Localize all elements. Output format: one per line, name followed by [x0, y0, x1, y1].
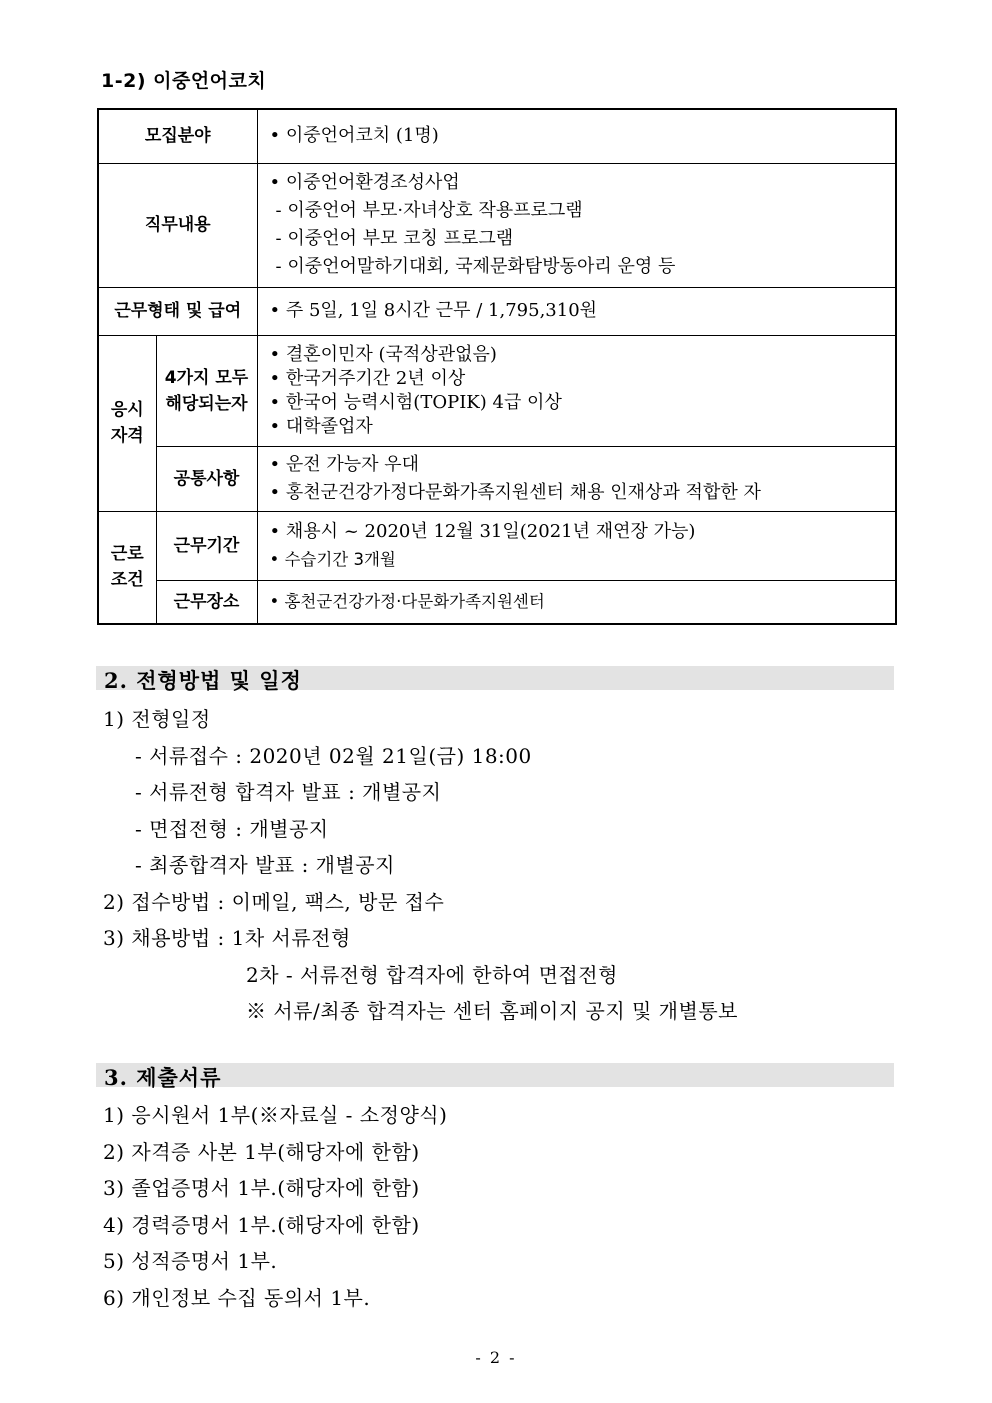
pay-value: • 주 5일, 1일 8시간 근무 / 1,795,310원 [257, 287, 896, 335]
duty-line: - 이중언어말하기대회, 국제문화탐방동아리 운영 등 [275, 256, 676, 277]
list-item: 2) 자격증 사본 1부(해당자에 한함) [103, 1139, 420, 1164]
table-row [98, 511, 896, 580]
duty-line: • 이중언어환경조성사업 [269, 172, 460, 193]
list-item: 3) 졸업증명서 1부.(해당자에 한함) [103, 1176, 420, 1200]
list-item: - 최종합격자 발표 : 개별공지 [135, 853, 395, 877]
duty-line: - 이중언어 부모·자녀상호 작용프로그램 [275, 200, 583, 221]
duty-label: 직무내용 [98, 163, 257, 287]
recruit-value: • 이중언어코치 (1명) [257, 109, 896, 163]
page-number: - 2 - [475, 1348, 517, 1367]
period-line: • 채용시 ~ 2020년 12월 31일(2021년 재연장 가능) [269, 520, 696, 542]
list-item: 6) 개인정보 수집 동의서 1부. [103, 1285, 371, 1310]
common-label: 공통사항 [156, 446, 257, 511]
section-3-title: 3. 제출서류 [104, 1065, 222, 1090]
table-row [98, 109, 896, 163]
all-four-value [257, 335, 896, 446]
common-line: • 운전 가능자 우대 [269, 453, 420, 475]
period-label: 근무기간 [156, 511, 257, 580]
list-item: 3) 채용방법 : 1차 서류전형 [103, 926, 351, 950]
list-item: 4) 경력증명서 1부.(해당자에 한함) [103, 1212, 420, 1237]
documents-list [103, 1097, 447, 1316]
qualification-line: • 결혼이민자 (국적상관없음) [269, 343, 497, 365]
schedule-list [103, 701, 738, 1030]
common-line: • 홍천군건강가정다문화가족지원센터 채용 인재상과 적합한 자 [269, 481, 761, 503]
list-item: 2) 접수방법 : 이메일, 팩스, 방문 접수 [103, 889, 445, 914]
list-item: 1) 응시원서 1부(※자료실 - 소정양식) [103, 1103, 448, 1127]
table-row [98, 580, 896, 624]
recruit-label: 모집분야 [98, 109, 257, 163]
section-2-header [96, 666, 894, 693]
pay-label: 근무형태 및 급여 [98, 287, 257, 335]
place-value: • 홍천군건강가정·다문화가족지원센터 [257, 580, 896, 624]
duty-line: - 이중언어 부모 코칭 프로그램 [275, 228, 514, 249]
list-item: 5) 성적증명서 1부. [103, 1249, 278, 1273]
section-2-title: 2. 전형방법 및 일정 [104, 668, 302, 693]
qualification-line: • 한국거주기간 2년 이상 [269, 367, 466, 389]
all-four-label: 4가지 모두 해당되는자 [156, 335, 257, 446]
qualification-label: 응시 자격 [98, 335, 156, 511]
list-item: - 면접전형 : 개별공지 [135, 816, 329, 841]
period-line: • 수습기간 3개월 [269, 549, 396, 569]
qualification-line: • 한국어 능력시험(TOPIK) 4급 이상 [269, 391, 562, 413]
table-row [98, 446, 896, 511]
recruitment-table [97, 108, 897, 625]
table-row [98, 287, 896, 335]
list-item: - 서류접수 : 2020년 02월 21일(금) 18:00 [135, 743, 532, 768]
duty-value [257, 163, 896, 287]
list-item: 1) 전형일정 [103, 707, 211, 731]
section-3-header [96, 1063, 894, 1090]
section-subtitle: 1-2) 이중언어코치 [101, 70, 267, 92]
conditions-label: 근로 조건 [98, 511, 156, 624]
table-row [98, 335, 896, 446]
place-label: 근무장소 [156, 580, 257, 624]
table-row [98, 163, 896, 287]
list-item: - 서류전형 합격자 발표 : 개별공지 [135, 780, 442, 804]
common-value [257, 446, 896, 511]
list-item: ※ 서류/최종 합격자는 센터 홈페이지 공지 및 개별통보 [246, 999, 738, 1023]
list-item: 2차 - 서류전형 합격자에 한하여 면접전형 [246, 962, 618, 987]
period-value [257, 511, 896, 580]
qualification-line: • 대학졸업자 [269, 415, 373, 437]
